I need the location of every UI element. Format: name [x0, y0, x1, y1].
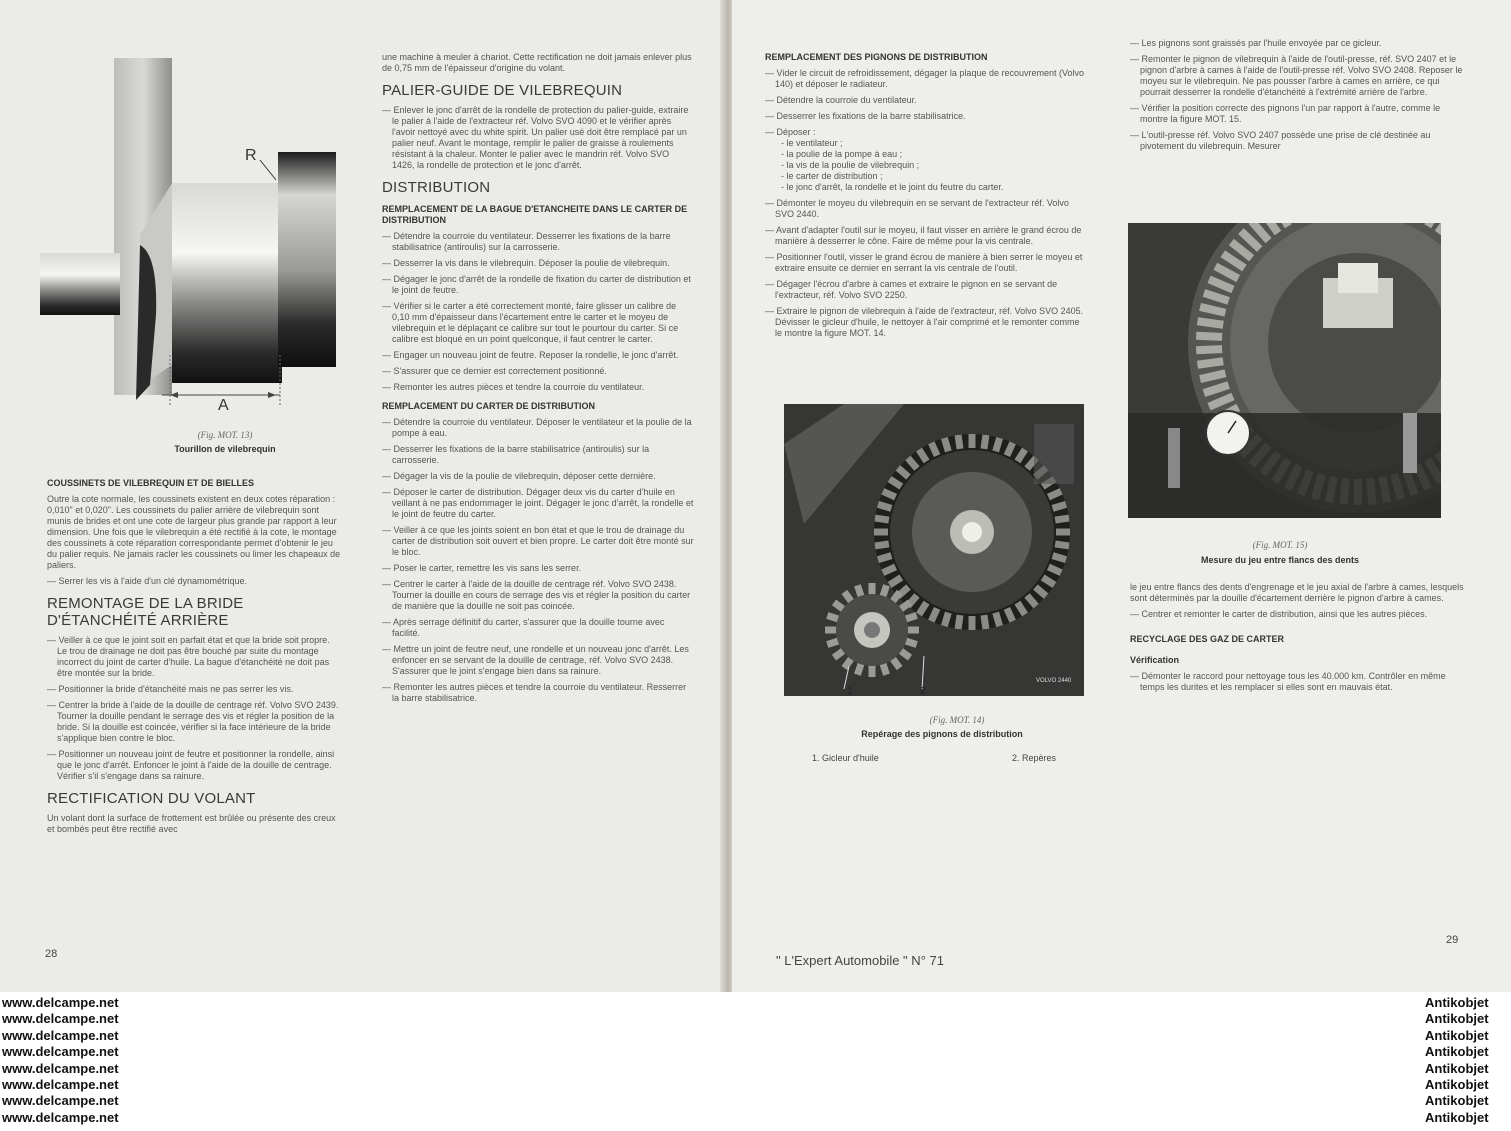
carter-item: — Centrer le carter à l'aide de la douille de centrage réf. Volvo SVO 2438. Tourner la douille en cours de serrage des vis et régler la position du carter de manière que la douille ne soit pas coincée. [382, 579, 691, 611]
bague-item: — Détendre la courroie du ventilateur. Desserrer les fixations de la barre stabilisatrice (antiroulis) sur la carrosserie. [382, 231, 671, 252]
coussinets-serrer: — Serrer les vis à l'aide d'un clé dynamométrique. [47, 576, 248, 586]
right-column-2 [1130, 38, 1470, 157]
watermark-left [2, 995, 119, 1126]
page-number-right: 29 [1446, 934, 1459, 946]
bride-item: — Centrer la bride à l'aide de la douille de centrage réf. Volvo SVO 2439. Tourner la douille pendant le serrage des vis et régler la position de la bride. Si la douille est coincée, vérifier si la face intérieure de la bride s'applique bien contre le bloc. [47, 700, 339, 743]
gear-tooth [874, 529, 888, 536]
fig-15-ref: (Fig. MOT. 15) [1252, 540, 1308, 550]
left-column-1 [47, 470, 342, 840]
bague-item: — Desserrer la vis dans le vilebrequin. Déposer la poulie de vilebrequin. [382, 258, 670, 268]
right-page [732, 0, 1511, 992]
watermark-line: www.delcampe.net [2, 1076, 119, 1092]
gear-tooth [1196, 332, 1222, 341]
magazine-footer: " L'Expert Automobile " N° 71 [776, 953, 944, 968]
pignons-item: — Dégager l'écrou d'arbre à cames et extraire le pignon en se servant de l'extracteur, réf. Volvo SVO 2250. [765, 279, 1058, 300]
fig-14-ref: (Fig. MOT. 14) [929, 715, 985, 725]
gear-tooth [969, 434, 976, 448]
fig-14-legend-1: 1. Gicleur d'huile [812, 753, 879, 763]
gear-backlash-photo [1128, 223, 1441, 518]
bride-heading: REMONTAGE DE LA BRIDE D'ÉTANCHÉITÉ ARRIÈRE [47, 595, 244, 629]
carter-item: — Après serrage définitif du carter, s'assurer que la douille tourne avec facilité. [382, 617, 665, 638]
carter-item: — Poser le carter, remettre les vis sans les serrer. [382, 563, 582, 573]
carter-item: — Remonter les autres pièces et tendre la courroie du ventilateur. Resserrer la barre stabilisatrice. [382, 682, 687, 703]
gear-tooth [1056, 529, 1070, 536]
carter-heading: REMPLACEMENT DU CARTER DE DISTRIBUTION [382, 401, 595, 411]
watermark-line: Antikobjet [1425, 1093, 1489, 1109]
gear-tooth [969, 616, 976, 630]
photo-callout-2: 2 [920, 686, 926, 696]
deposer-sub-item: - le carter de distribution ; [781, 171, 883, 181]
pignons-item: — Avant d'adapter l'outil sur le moyeu, il faut visser en arrière le grand écrou de manière à desserrer le cône. Faire de même pour la vis centrale. [765, 225, 1082, 246]
watermark-right [1425, 995, 1489, 1126]
watermark-line: Antikobjet [1425, 1044, 1489, 1060]
label-r: R [245, 147, 257, 164]
bague-item: — Dégager le jonc d'arrêt de la rondelle de fixation du carter de distribution et le joint de feutre. [382, 274, 691, 295]
timing-gears-photo [784, 404, 1084, 696]
bague-item: — Engager un nouveau joint de feutre. Reposer la rondelle, le jonc d'arrêt. [382, 350, 679, 360]
watermark-line: www.delcampe.net [2, 1109, 119, 1125]
fig-13-caption: Tourillon de vilebrequin [174, 444, 276, 454]
watermark-line: www.delcampe.net [2, 1093, 119, 1109]
jeu-paragraph: le jeu entre flancs des dents d'engrenage et le jeu axial de l'arbre à cames, lesquels sont déterminés par la douille d'écartement derrière le pignon d'arbre à cames. [1130, 582, 1464, 603]
verification-heading: Vérification [1130, 655, 1180, 665]
fig-14-caption: Repérage des pignons de distribution [861, 729, 1023, 739]
photo-stamp: VOLVO 2440 [1036, 678, 1072, 684]
watermark-line: www.delcampe.net [2, 1011, 119, 1027]
bride-item: — Positionner la bride d'étanchéité mais ne pas serrer les vis. [47, 684, 294, 694]
distribution-heading: DISTRIBUTION [382, 179, 491, 196]
carter-item: — Dégager la vis de la poulie de vilebrequin, déposer cette dernière. [382, 471, 656, 481]
centrer-paragraph: — Centrer et remonter le carter de distribution, ainsi que les autres pièces. [1130, 609, 1428, 619]
bague-item: — Vérifier si le carter a été correctement monté, faire glisser un calibre de 0,10 mm d'épaisseur dans l'écartement entre le carter et le moyeu de vilebrequin et le déplaçant ce calibre sur tout le pourtour du carter. Si ce calibre est bloqué en un point quelconque, il faut centrer le carter. [382, 301, 679, 344]
volant-heading: RECTIFICATION DU VOLANT [47, 790, 256, 807]
watermark-line: www.delcampe.net [2, 1044, 119, 1060]
palier-paragraph: — Enlever le jonc d'arrêt de la rondelle de protection du palier-guide, extraire le palier à l'aide de l'extracteur réf. Volvo SVO 4090 et le vérifier après l'avoir nettoyé avec du white spirit. Un palier usé doit être remplacé par un palier neuf. Avant le montage, remplir le palier de graisse à roulements résistant à la chaleur. Monter le palier avec le mandrin réf. Volvo SVO 1426, la rondelle de protection et le jonc d'arrêt. [382, 105, 689, 170]
watermark-line: Antikobjet [1425, 1060, 1489, 1076]
deposer-sub-item: - le jonc d'arrêt, la rondelle et le joint du feutre du carter. [781, 182, 1004, 192]
carter-item: — Desserrer les fixations de la barre stabilisatrice (antiroulis) sur la carrosserie. [382, 444, 650, 465]
pignons-item: — Positionner l'outil, visser le grand écrou de manière à bien serrer le moyeu et extraire ensuite ce dernier en serrant la vis centrale de l'outil. [765, 252, 1083, 273]
watermark-line: Antikobjet [1425, 1109, 1489, 1125]
fig-15-caption: Mesure du jeu entre flancs des dents [1200, 555, 1360, 565]
fig-14-legend-2: 2. Repères [1012, 753, 1057, 763]
right-col2-item: — L'outil-presse réf. Volvo SVO 2407 possède une prise de clé destinée au pivotement du vilebrequin. Mesurer [1130, 130, 1431, 151]
carter-item: — Déposer le carter de distribution. Dégager deux vis du carter d'huile en veillant à ne pas endommager le joint. Dégager le jonc d'arrêt, la rondelle et le joint de feutre du carter. [382, 487, 694, 519]
watermark-line: www.delcampe.net [2, 1060, 119, 1076]
carter-item: — Mettre un joint de feutre neuf, une rondelle et un nouveau jonc d'arrêt. Les enfoncer en se servant de la douille de centrage, réf. Volvo SVO 2438. S'assurer que le joint s'engage bien dans sa rainure. [382, 644, 689, 676]
bague-item: — Remonter les autres pièces et tendre la courroie du ventilateur. [382, 382, 645, 392]
verification-paragraph: — Démonter le raccord pour nettoyage tous les 40.000 km. Contrôler en même temps les durites et les remplacer si elles sont en mauvais état. [1130, 671, 1446, 692]
watermark-line: Antikobjet [1425, 1076, 1489, 1092]
crankshaft-journal-figure [40, 55, 340, 415]
bague-item: — S'assurer que ce dernier est correctement positionné. [382, 366, 607, 376]
coussinets-heading: COUSSINETS DE VILEBREQUIN ET DE BIELLES [47, 478, 255, 488]
left-column-2 [382, 52, 694, 709]
volant-paragraph: Un volant dont la surface de frottement est brûlée ou présente des creux et bombés peut être rectifié avec [47, 813, 336, 834]
bride-item: — Veiller à ce que le joint soit en parfait état et que la bride soit propre. Le trou de drainage ne doit pas être bouché par suite du montage incorrect du joint de carter d'huile. La bague d'étanchéité ne doit pas être montée sur la bride. [47, 635, 330, 678]
palier-heading: PALIER-GUIDE DE VILEBREQUIN [382, 82, 623, 99]
carter-item: — Détendre la courroie du ventilateur. Déposer le ventilateur et la poulie de la pompe à eau. [382, 417, 692, 438]
bride-item: — Positionner un nouveau joint de feutre et positionner la rondelle, ainsi que le jonc d'arrêt. Enfoncer le joint à l'aide de la douille de centrage. Vérifier s'il s'engage dans sa rainure. [47, 749, 335, 781]
right-col2-item: — Vérifier la position correcte des pignons l'un par rapport à l'autre, comme le montre la figure MOT. 15. [1130, 103, 1441, 124]
watermark-line: Antikobjet [1425, 1011, 1489, 1027]
watermark-line: www.delcampe.net [2, 1027, 119, 1043]
deposer-sub-item: - le ventilateur ; [781, 138, 843, 148]
bague-heading: REMPLACEMENT DE LA BAGUE D'ETANCHEITE DANS LE CARTER DE DISTRIBUTION [382, 204, 688, 225]
pignons-item: — Détendre la courroie du ventilateur. [765, 95, 917, 105]
pignons-item: — Démonter le moyeu du vilebrequin en se servant de l'extracteur réf. Volvo SVO 2440. [765, 198, 1069, 219]
right-column-2-lower [1130, 540, 1470, 698]
page-number-left: 28 [45, 948, 58, 960]
watermark-line: Antikobjet [1425, 995, 1489, 1010]
right-col2-item: — Les pignons sont graissés par l'huile envoyée par ce gicleur. [1130, 38, 1382, 48]
gear-tooth [1196, 345, 1222, 354]
recyclage-heading: RECYCLAGE DES GAZ DE CARTER [1130, 634, 1285, 644]
deposer-sub-item: - la vis de la poulie de vilebrequin ; [781, 160, 920, 170]
fig-13-ref: (Fig. MOT. 13) [197, 430, 253, 440]
coussinets-paragraph: Outre la cote normale, les coussinets existent en deux cotes réparation : 0,010" et 0,020". Les coussinets du palier arrière de vilebrequin sont munis de brides et ont une cote de largeur plus grande par rapport à leur dimension. Une fois que le vilebrequin a été rectifié à la cote, le montage des coussinets à cote réparation correspondante permet d'obtenir le jeu du palier requis. Ne jamais racler les coussinets ou limer les chapeaux de paliers. [47, 494, 341, 570]
deposer-label: — Déposer : [765, 127, 816, 137]
pignons-item: — Desserrer les fixations de la barre stabilisatrice. [765, 111, 966, 121]
right-col2-item: — Remonter le pignon de vilebrequin à l'aide de l'outil-presse, réf. SVO 2407 et le pignon d'arbre à cames à l'aide de l'outil-presse réf. Volvo SVO 2408. Reposer le moyeu sur le vilebrequin. Ne pas pousser l'arbre à cames en arrière, ce qui pourrait desserrer la rondelle d'étanchéité à l'extrémité arrière de l'arbre. [1130, 54, 1463, 97]
watermark-line: Antikobjet [1425, 1027, 1489, 1043]
carter-item: — Veiller à ce que les joints soient en bon état et que le trou de drainage du carter de distribution soit ouvert et bien propre. Le carter doit être monté sur le bloc. [382, 525, 694, 557]
deposer-sub-item: - la poulie de la pompe à eau ; [781, 149, 903, 159]
label-a: A [218, 397, 229, 414]
right-column-1 [765, 44, 1085, 344]
volant-continuation: une machine à meuler à chariot. Cette rectification ne doit jamais enlever plus de 0,75 mm de l'épaisseur d'origine du volant. [382, 52, 692, 73]
photo-callout-1: 1 [847, 686, 853, 696]
pignons-heading: REMPLACEMENT DES PIGNONS DE DISTRIBUTION [765, 52, 988, 62]
left-page [0, 0, 728, 992]
pignons-item: — Extraire le pignon de vilebrequin à l'aide de l'extracteur, réf. Volvo SVO 2405. Dévisser le gicleur d'huile, le nettoyer à l'air comprimé et le remonter comme le montre la figure MOT. 14. [765, 306, 1084, 338]
pignons-item: — Vider le circuit de refroidissement, dégager la plaque de recouvrement (Volvo 140) et déposer le radiateur. [765, 68, 1085, 89]
watermark-line: www.delcampe.net [2, 995, 119, 1010]
